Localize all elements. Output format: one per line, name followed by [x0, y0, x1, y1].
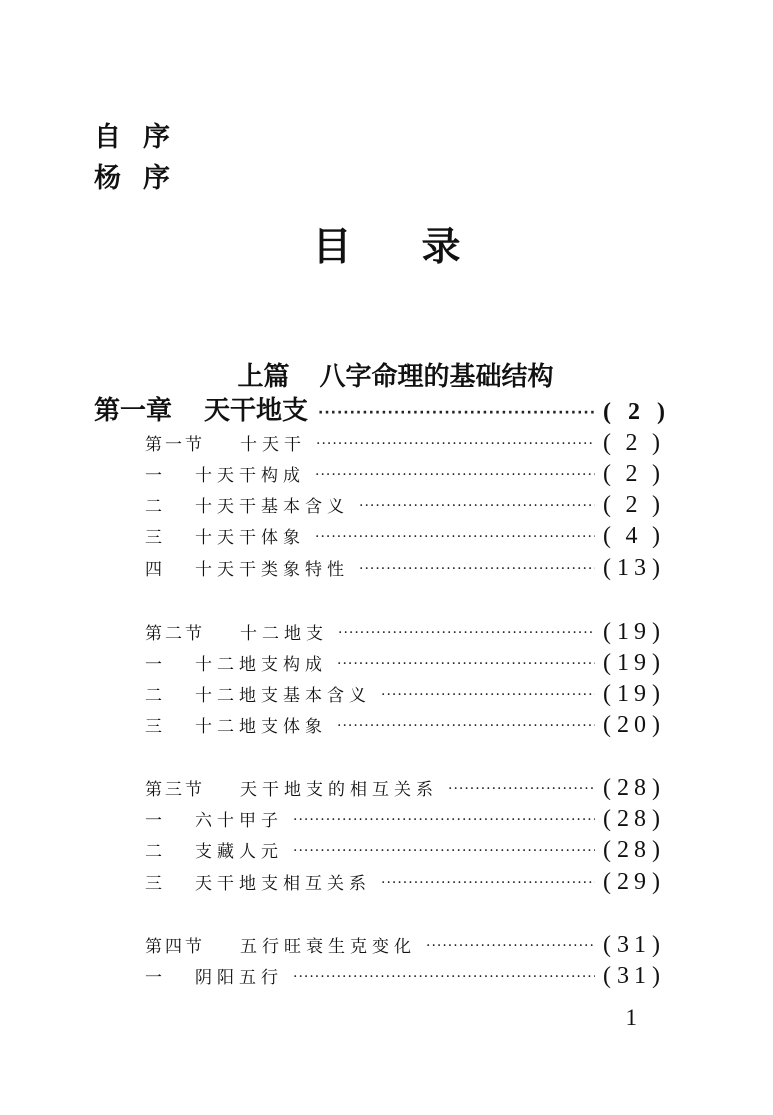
entry-title: 支藏人元	[195, 842, 283, 862]
chapter-row	[94, 398, 665, 424]
leader-dots	[293, 844, 595, 858]
toc-title: 目录	[312, 225, 531, 270]
leader-dots	[293, 813, 595, 827]
leader-dots	[448, 782, 595, 796]
leader-dots	[318, 406, 595, 420]
entry-title: 阴阳五行	[195, 968, 283, 988]
entry-title: 十天干类象特性	[195, 560, 349, 580]
entry-page-number: 28	[617, 775, 651, 801]
entry-page-number: 4	[625, 523, 643, 549]
entry-page: ( 20 )	[603, 712, 665, 738]
toc-item-row	[145, 838, 665, 862]
entry-page-number: 20	[617, 712, 651, 738]
entry-title: 十二地支体象	[195, 717, 327, 737]
part-heading	[0, 338, 773, 390]
part-label: 上篇	[237, 362, 290, 392]
leader-dots	[293, 970, 595, 984]
entry-number: 三	[145, 717, 165, 737]
entry-number: 二	[145, 842, 165, 862]
entry-number: 四	[145, 560, 165, 580]
entry-page: ( 28 )	[603, 837, 665, 863]
entry-page: ( 28 )	[603, 806, 665, 832]
entry-number: 三	[145, 528, 165, 548]
toc-item-row	[145, 493, 665, 517]
entry-number: 二	[145, 497, 165, 517]
preface-yangxu: 杨序	[94, 163, 192, 194]
entry-title: 十天干构成	[195, 466, 305, 486]
entry-title: 十二地支构成	[195, 655, 327, 675]
entry-page: ( 19 )	[603, 681, 665, 707]
toc-item-row	[145, 713, 665, 737]
entry-page: ( 19 )	[603, 650, 665, 676]
entry-title: 五行旺衰生克变化	[240, 937, 416, 957]
toc-item-row	[145, 964, 665, 988]
entry-page-number: 19	[617, 650, 651, 676]
entry-page-number: 2	[625, 492, 643, 518]
entry-title: 十二地支	[240, 624, 328, 644]
entry-page: ( 13 )	[603, 555, 665, 581]
entry-number: 第四节	[145, 937, 205, 957]
leader-dots	[381, 688, 595, 702]
entry-number: 三	[145, 874, 165, 894]
toc-item-row	[145, 556, 665, 580]
entry-page: ( 2 )	[603, 430, 665, 456]
entry-page-number: 13	[617, 555, 651, 581]
entry-number: 一	[145, 811, 165, 831]
toc-item-row	[145, 682, 665, 706]
toc-item-row	[145, 870, 665, 894]
entry-page: ( 2 )	[603, 461, 665, 487]
entry-title: 十天干体象	[195, 528, 305, 548]
chapter-page: ( 2 )	[603, 399, 665, 425]
chapter-number: 第一章	[94, 396, 173, 426]
entry-number: 一	[145, 466, 165, 486]
entry-page-number: 2	[625, 430, 643, 456]
toc-item-row	[145, 524, 665, 548]
toc-section-row	[145, 933, 665, 957]
toc-section-row	[145, 620, 665, 644]
leader-dots	[359, 499, 595, 513]
entry-title: 十天干基本含义	[195, 497, 349, 517]
entry-page-number: 31	[617, 963, 651, 989]
entry-page: ( 19 )	[603, 619, 665, 645]
entry-number: 第三节	[145, 780, 205, 800]
entry-page-number: 28	[617, 806, 651, 832]
entry-page: ( 28 )	[603, 775, 665, 801]
entry-page-number: 31	[617, 932, 651, 958]
entry-title: 天干地支相互关系	[195, 874, 371, 894]
entry-page: ( 4 )	[603, 523, 665, 549]
part-title: 八字命理的基础结构	[319, 362, 554, 392]
entry-title: 天干地支的相互关系	[240, 780, 438, 800]
toc-item-row	[145, 651, 665, 675]
leader-dots	[359, 562, 595, 576]
entry-number: 第一节	[145, 435, 205, 455]
entry-page-number: 19	[617, 681, 651, 707]
entry-number: 第二节	[145, 624, 205, 644]
page-number: 1	[625, 1005, 637, 1030]
entry-number: 一	[145, 968, 165, 988]
entry-page-number: 19	[617, 619, 651, 645]
entry-title: 十天干	[240, 435, 306, 455]
preface-zixu: 自序	[94, 122, 192, 153]
entry-title: 十二地支基本含义	[195, 686, 371, 706]
leader-dots	[315, 530, 595, 544]
leader-dots	[426, 939, 595, 953]
chapter-page-number: 2	[628, 399, 640, 425]
toc-item-row	[145, 462, 665, 486]
entry-page: ( 29 )	[603, 869, 665, 895]
leader-dots	[316, 437, 595, 451]
leader-dots	[315, 468, 595, 482]
leader-dots	[337, 657, 595, 671]
toc-section-row	[145, 776, 665, 800]
toc-item-row	[145, 807, 665, 831]
entry-page-number: 2	[625, 461, 643, 487]
entry-number: 一	[145, 655, 165, 675]
entry-page: ( 31 )	[603, 932, 665, 958]
leader-dots	[337, 719, 595, 733]
entry-page-number: 29	[617, 869, 651, 895]
toc-section-row	[145, 431, 665, 455]
chapter-title: 天干地支	[204, 396, 309, 426]
entry-page: ( 2 )	[603, 492, 665, 518]
entry-page: ( 31 )	[603, 963, 665, 989]
entry-number: 二	[145, 686, 165, 706]
entry-title: 六十甲子	[195, 811, 283, 831]
leader-dots	[338, 626, 595, 640]
entry-page-number: 28	[617, 837, 651, 863]
leader-dots	[381, 876, 595, 890]
